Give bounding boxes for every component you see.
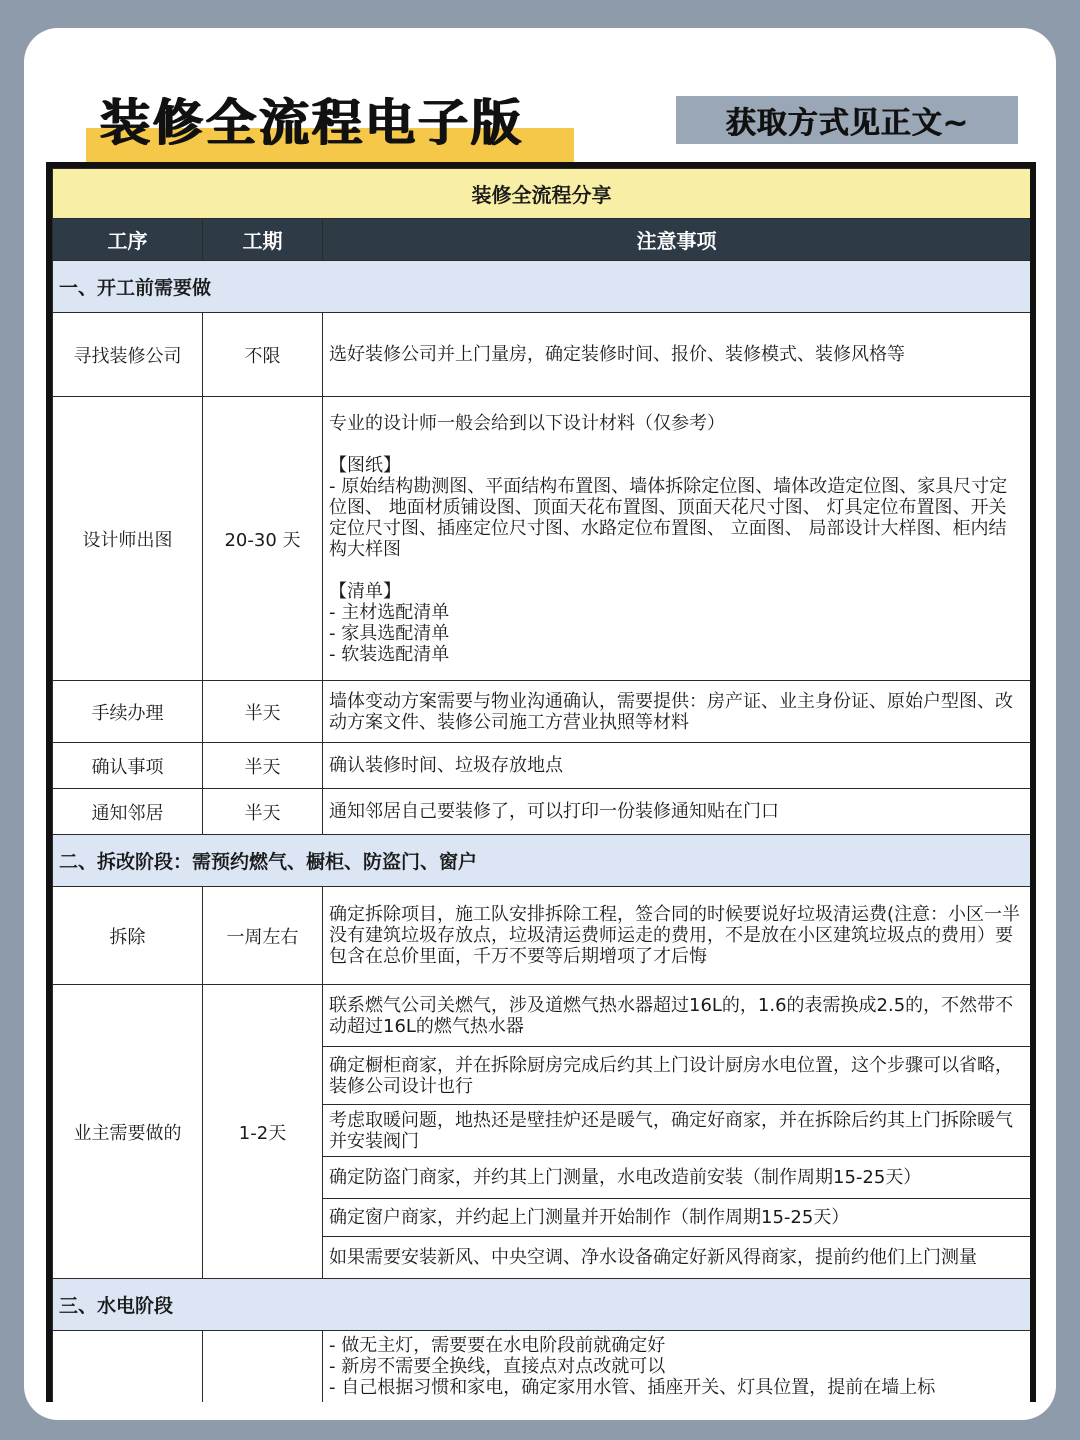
- note-cell: 墙体变动方案需要与物业沟通确认，需要提供：房产证、业主身份证、原始户型图、改动方案文件、装修公司施工方营业执照等材料: [323, 681, 1031, 743]
- title-block: [86, 92, 524, 154]
- note-cell: 通知邻居自己要装修了，可以打印一份装修通知贴在门口: [323, 789, 1031, 835]
- table-caption: 装修全流程分享: [53, 169, 1031, 219]
- table-row: [53, 985, 1031, 1047]
- step-cell: [53, 1331, 203, 1403]
- col-header-time: 工期: [203, 219, 323, 261]
- note-cell: 确定拆除项目，施工队安排拆除工程，签合同的时候要说好垃圾清运费(注意：小区一半没有建筑垃圾存放点，垃圾清运费师运走的费用，不是放在小区建筑垃圾点的费用）要包含在总价里面，千万不要等后期增项了才后悔: [323, 887, 1031, 985]
- section-title: 一、开工前需要做: [53, 261, 1031, 313]
- note-cell: - 做无主灯，需要要在水电阶段前就确定好 - 新房不需要全换线，直接点对点改就可以 - 自己根据习惯和家电，确定家用水管、插座开关、灯具位置，提前在墙上标: [323, 1331, 1031, 1403]
- table-row: [53, 743, 1031, 789]
- time-cell: 半天: [203, 743, 323, 789]
- table-row: [53, 1331, 1031, 1403]
- time-cell: [203, 1331, 323, 1403]
- step-cell: 拆除: [53, 887, 203, 985]
- note-cell: 确定橱柜商家，并在拆除厨房完成后约其上门设计厨房水电位置，这个步骤可以省略，装修公司设计也行: [323, 1047, 1031, 1105]
- access-note-text: 获取方式见正文~: [725, 106, 969, 141]
- step-cell: 确认事项: [53, 743, 203, 789]
- step-cell: 寻找装修公司: [53, 313, 203, 397]
- process-table-frame: [46, 162, 1036, 1402]
- col-header-step: 工序: [53, 219, 203, 261]
- page-title: 装修全流程电子版: [100, 94, 524, 152]
- table-row: [53, 887, 1031, 985]
- time-cell: 不限: [203, 313, 323, 397]
- step-cell: 设计师出图: [53, 397, 203, 681]
- note-cell: 选好装修公司并上门量房，确定装修时间、报价、装修模式、装修风格等: [323, 313, 1031, 397]
- section-title: 二、拆改阶段：需预约燃气、橱柜、防盗门、窗户: [53, 835, 1031, 887]
- time-cell: 1-2天: [203, 985, 323, 1279]
- section-title: 三、水电阶段: [53, 1279, 1031, 1331]
- table-row: [53, 397, 1031, 681]
- col-header-note: 注意事项: [323, 219, 1031, 261]
- time-cell: 一周左右: [203, 887, 323, 985]
- note-cell: 专业的设计师一般会给到以下设计材料（仅参考） 【图纸】 - 原始结构勘测图、平面结构布置图、墙体拆除定位图、墙体改造定位图、家具尺寸定位图、 地面材质铺设图、顶面天花布置图、顶面天花尺寸图、 灯具定位布置图、开关定位尺寸图、插座定位尺寸图、水路定位布置图、 立面图、 局部设计大样图、柜内结构大样图 【清单】 - 主材选配清单 - 家具选配清单 - 软装选配清单: [323, 397, 1031, 681]
- step-cell: 业主需要做的: [53, 985, 203, 1279]
- table-row: [53, 789, 1031, 835]
- time-cell: 半天: [203, 681, 323, 743]
- time-cell: 半天: [203, 789, 323, 835]
- note-cell: 确认装修时间、垃圾存放地点: [323, 743, 1031, 789]
- table-row: [53, 681, 1031, 743]
- step-cell: 通知邻居: [53, 789, 203, 835]
- step-cell: 手续办理: [53, 681, 203, 743]
- note-cell: 确定防盗门商家，并约其上门测量，水电改造前安装（制作周期15-25天）: [323, 1157, 1031, 1199]
- note-cell: 确定窗户商家，并约起上门测量并开始制作（制作周期15-25天）: [323, 1199, 1031, 1237]
- note-cell: 如果需要安装新风、中央空调、净水设备确定好新风得商家，提前约他们上门测量: [323, 1237, 1031, 1279]
- access-note-badge: [676, 96, 1018, 144]
- note-cell: 联系燃气公司关燃气，涉及道燃气热水器超过16L的，1.6的表需换成2.5的，不然带不动超过16L的燃气热水器: [323, 985, 1031, 1047]
- note-cell: 考虑取暖问题，地热还是壁挂炉还是暖气，确定好商家，并在拆除后约其上门拆除暖气并安装阀门: [323, 1105, 1031, 1157]
- table-row: [53, 313, 1031, 397]
- process-table: [52, 168, 1031, 1402]
- time-cell: 20-30 天: [203, 397, 323, 681]
